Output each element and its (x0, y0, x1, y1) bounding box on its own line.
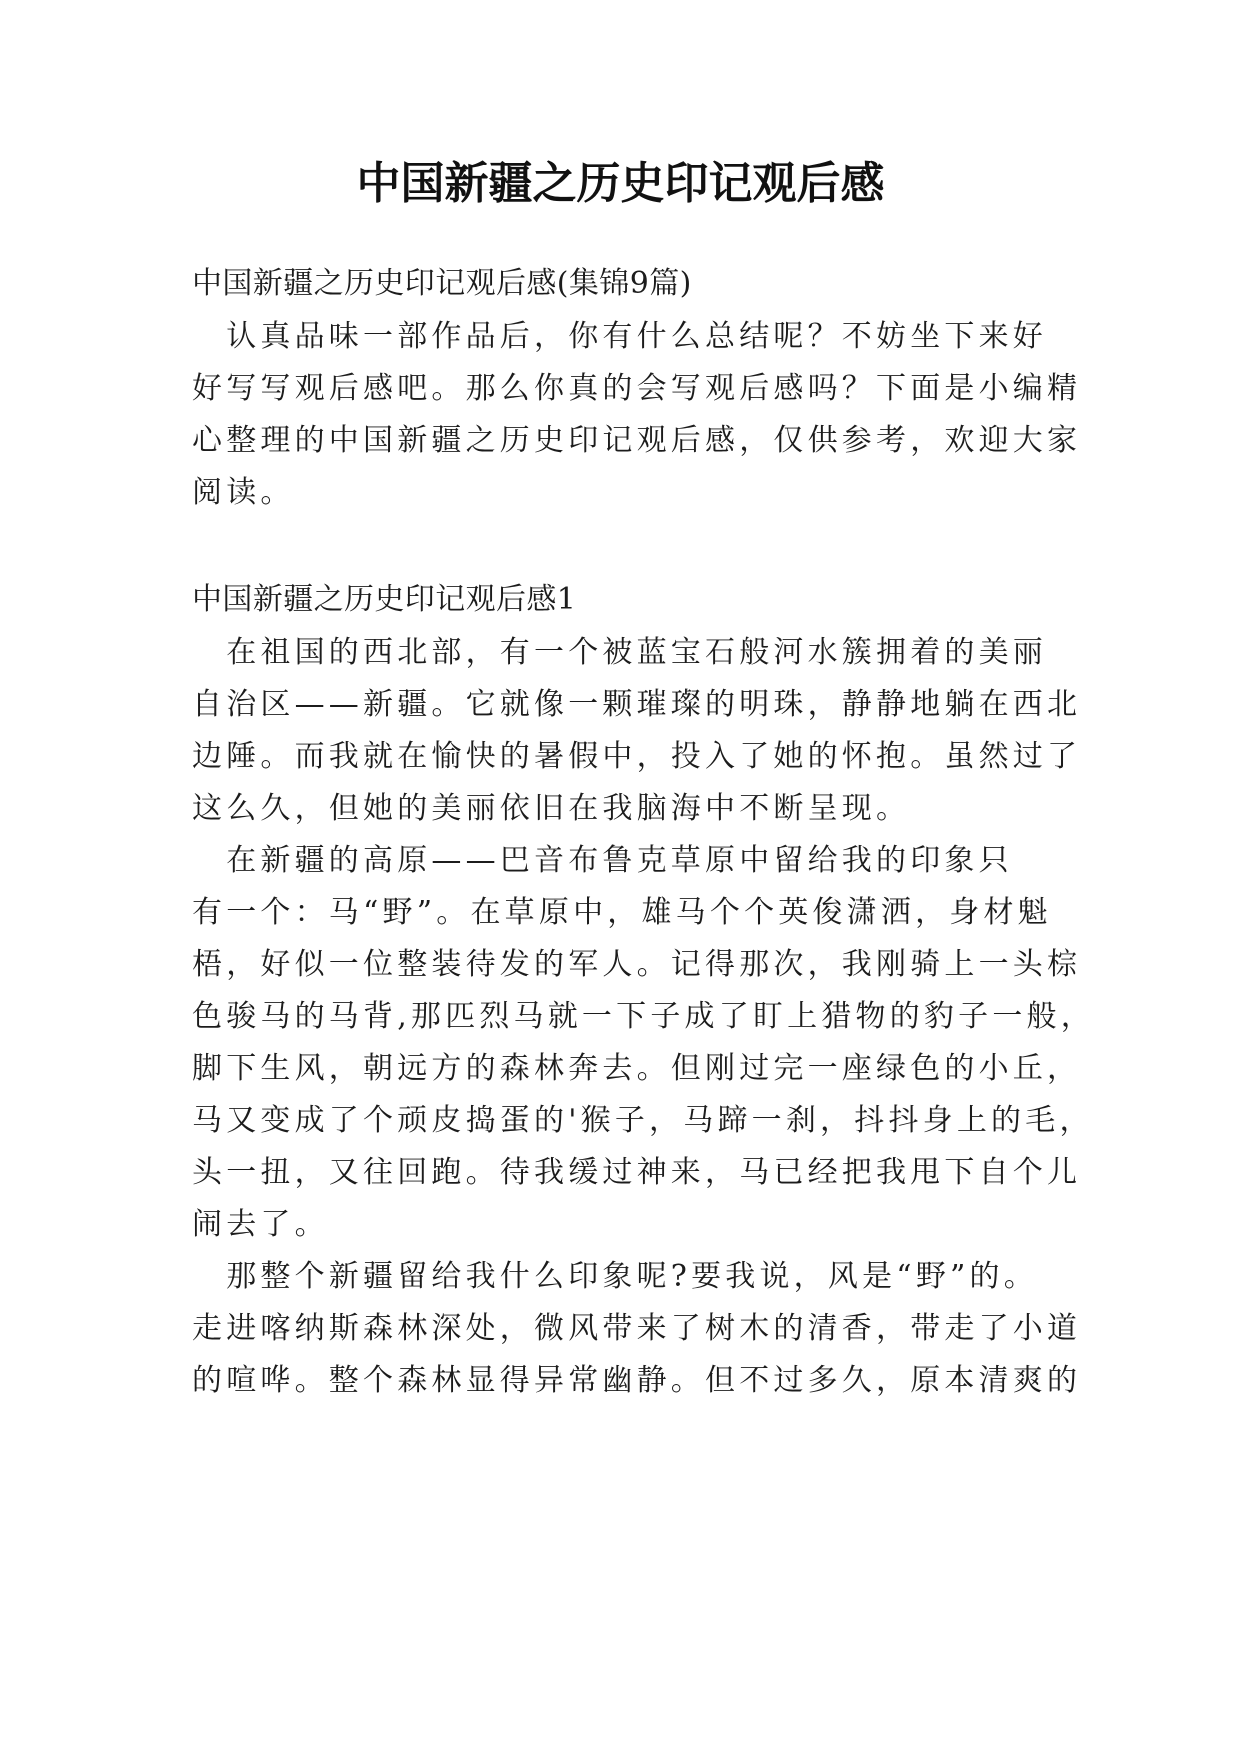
section-heading: 中国新疆之历史印记观后感1 (192, 582, 577, 617)
intro-line: 阅读。 (192, 475, 295, 510)
document-subtitle: 中国新疆之历史印记观后感(集锦9篇) (192, 266, 692, 301)
body-line: 的喧哗。整个森林显得异常幽静。但不过多久，原本清爽的 (192, 1363, 1082, 1398)
body-line: 这么久，但她的美丽依旧在我脑海中不断呈现。 (192, 791, 911, 826)
body-line: 那整个新疆留给我什么印象呢?要我说，风是“野”的。 (192, 1259, 1038, 1294)
body-line: 马又变成了个顽皮捣蛋的'猴子，马蹄一刹，抖抖身上的毛， (192, 1103, 1094, 1138)
document-title: 中国新疆之历史印记观后感 (356, 158, 885, 209)
intro-line: 心整理的中国新疆之历史印记观后感，仅供参考，欢迎大家 (192, 423, 1082, 458)
body-line: 自治区——新疆。它就像一颗璀璨的明珠，静静地躺在西北 (192, 687, 1082, 722)
body-line: 边陲。而我就在愉快的暑假中，投入了她的怀抱。虽然过了 (192, 739, 1082, 774)
body-line: 梧，好似一位整装待发的军人。记得那次，我刚骑上一头棕 (192, 947, 1082, 982)
body-line: 头一扭，又往回跑。待我缓过神来，马已经把我甩下自个儿 (192, 1155, 1082, 1190)
intro-line: 认真品味一部作品后，你有什么总结呢？不妨坐下来好 (192, 319, 1047, 354)
body-line: 闹去了。 (192, 1207, 329, 1242)
intro-line: 好写写观后感吧。那么你真的会写观后感吗？下面是小编精 (192, 371, 1082, 406)
body-line: 走进喀纳斯森林深处，微风带来了树木的清香，带走了小道 (192, 1311, 1082, 1346)
body-line: 有一个：马“野”。在草原中，雄马个个英俊潇洒，身材魁 (192, 895, 1052, 930)
body-line: 色骏马的马背,那匹烈马就一下子成了盯上猎物的豹子一般， (192, 999, 1095, 1034)
body-line: 在新疆的高原——巴音布鲁克草原中留给我的印象只 (192, 843, 1013, 878)
body-line: 脚下生风，朝远方的森林奔去。但刚过完一座绿色的小丘， (192, 1051, 1082, 1086)
body-line: 在祖国的西北部，有一个被蓝宝石般河水簇拥着的美丽 (192, 635, 1047, 670)
